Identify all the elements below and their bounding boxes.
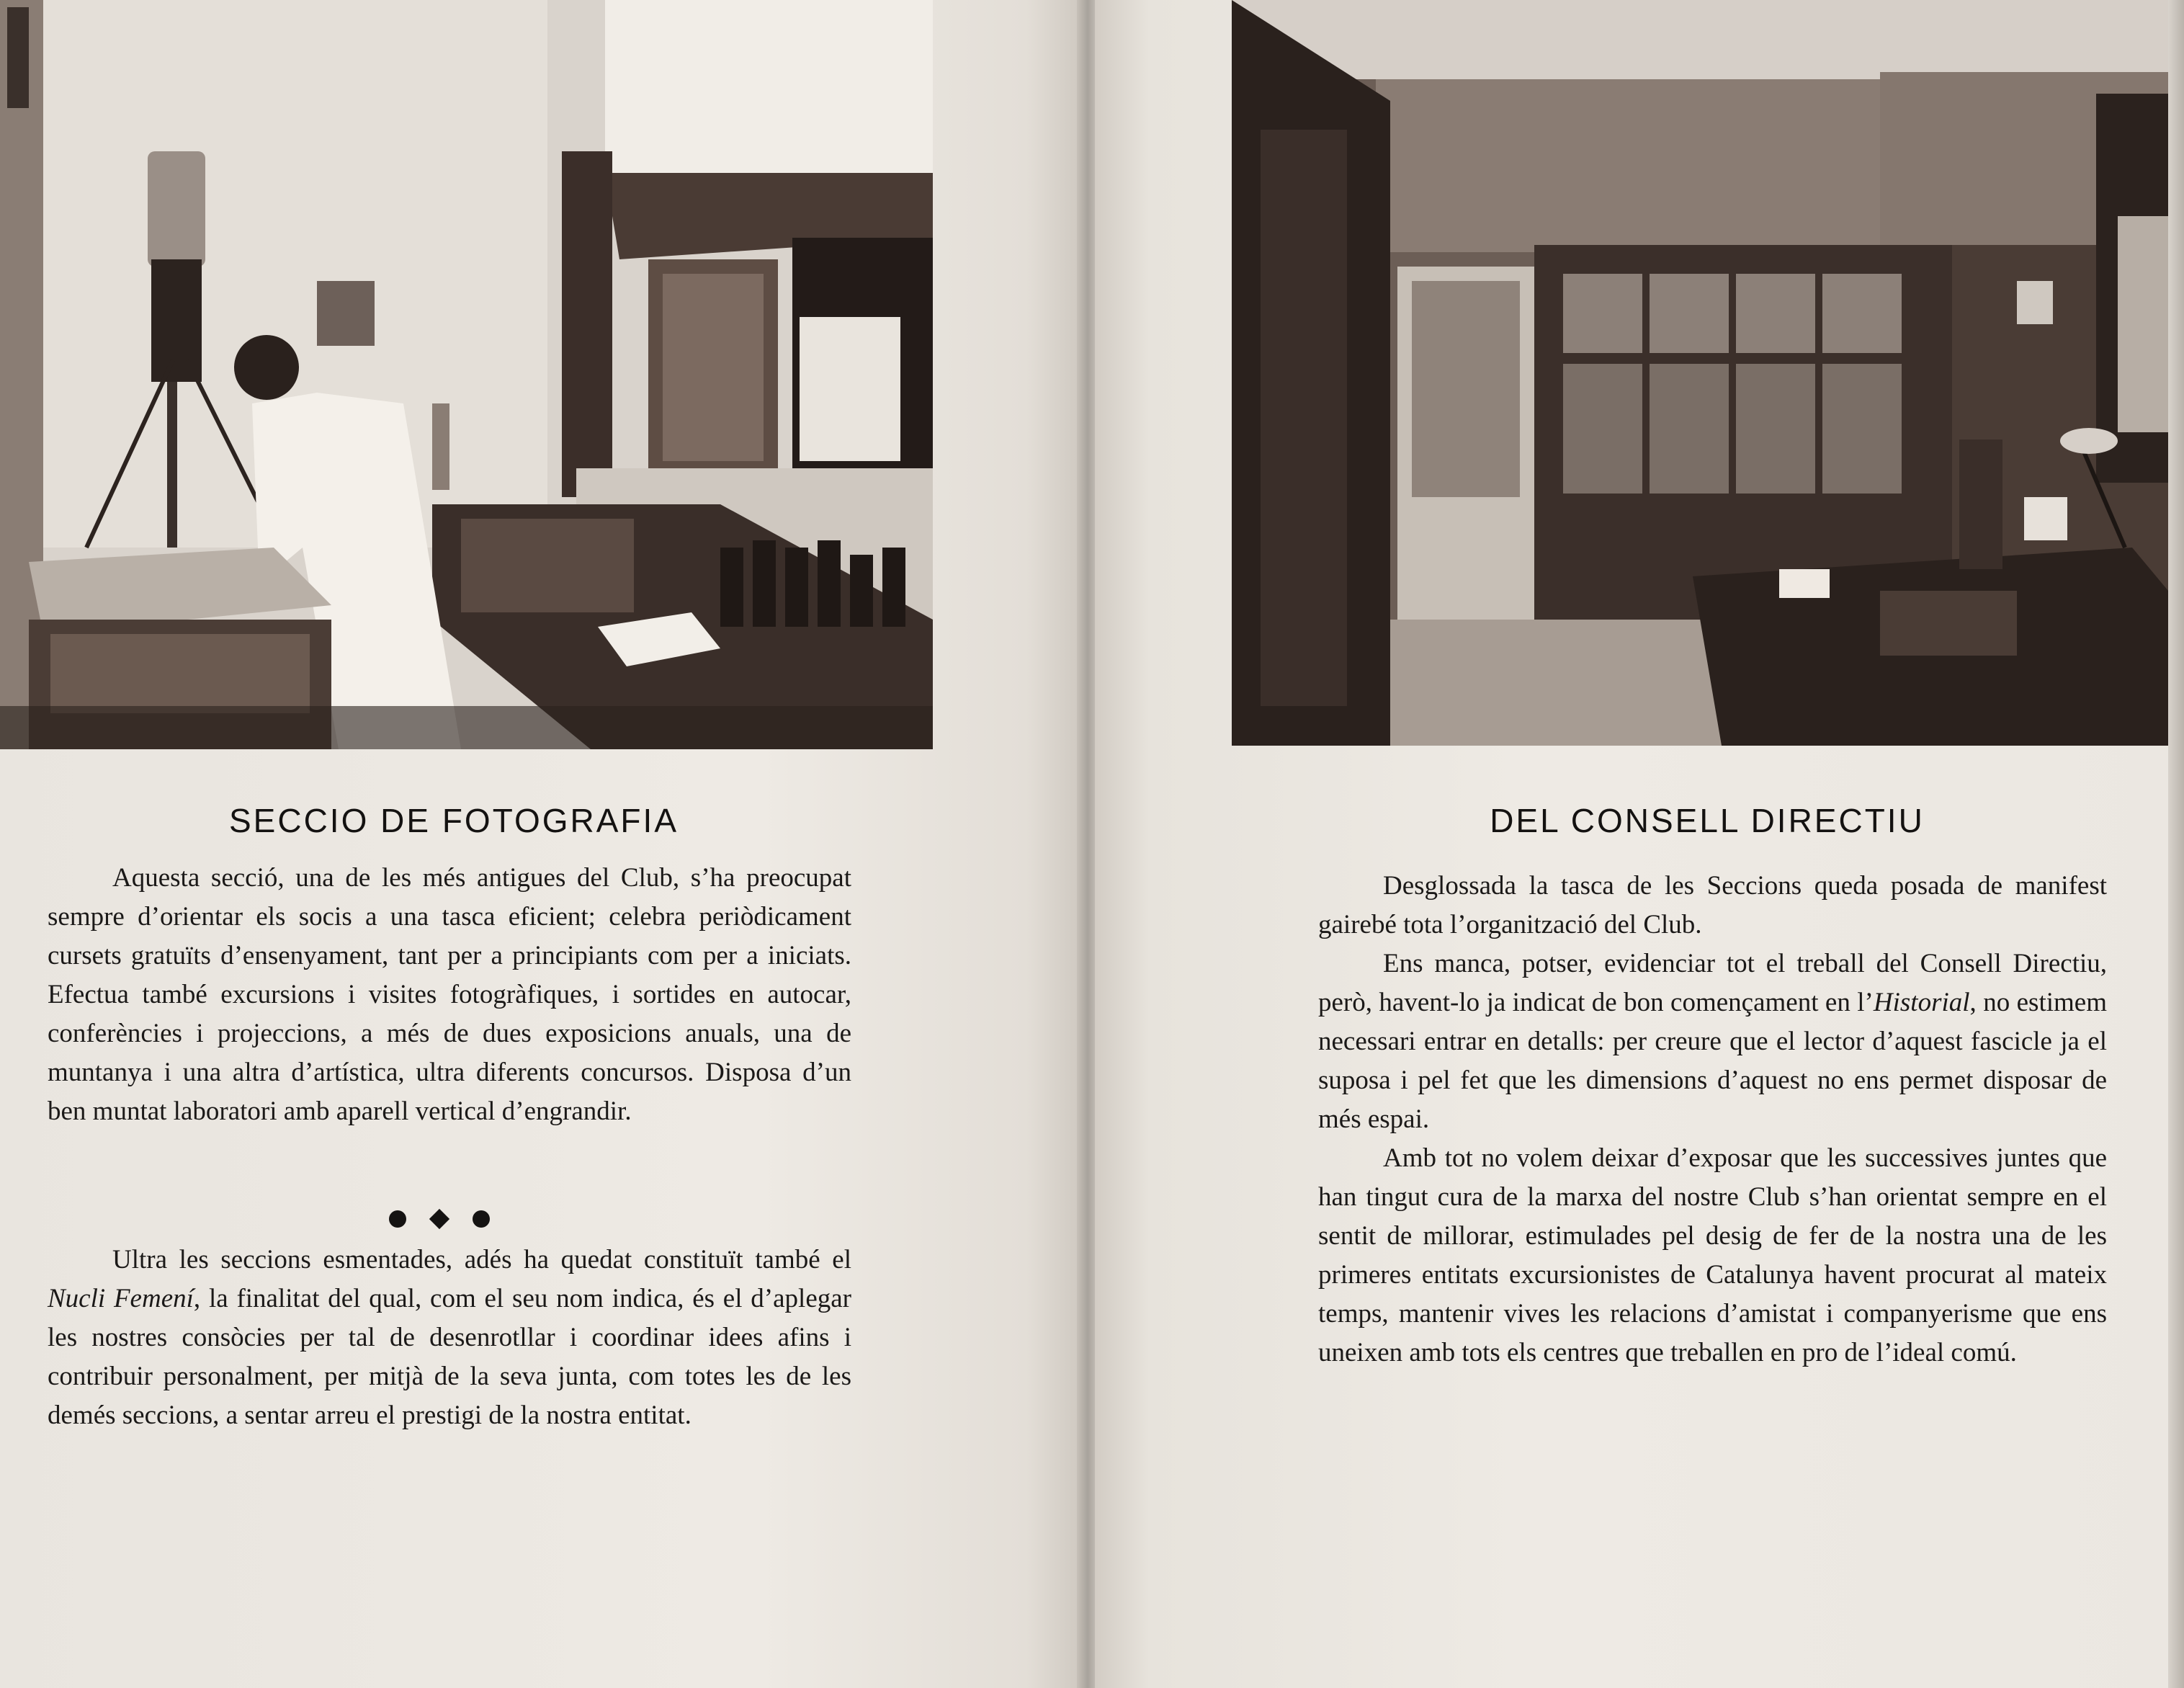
fotografia-paragraph: Aquesta secció, una de les més antigues del Club, s’ha preocupat sempre d’orientar els socis a una tasca eficient; celebra periòdicament cursets gratuïts d’ensenyament, tant per a principiants com per a iniciats. Efectua també excursions i visites fotogràfiques, i sortides en autocar, conferències i projeccions, a més de dues exposicions anuals, una de muntanya i una altra d’artística, ultra diferents concursos. Disposa d’un ben muntat laboratori amb aparell vertical d’engrandir. xyxy=(48,863,851,1126)
section-title-consell-directiu: DEL CONSELL DIRECTIU xyxy=(1490,802,1925,839)
nucli-femeni-italic: Nucli Femení xyxy=(48,1284,194,1313)
consell-paragraph-2-after: , no estimem necessari entrar en detalls: per creure que el lector d’aquest fascicle ja el suposa i pel fet que les dimensions d’aquest no ens permet disposar de més espai. xyxy=(1318,988,2107,1134)
fotografia-text xyxy=(48,859,851,1131)
ornament-dot-icon xyxy=(389,1210,406,1228)
nucli-femeni-paragraph xyxy=(48,1241,851,1435)
nucli-femeni-text-after: , la finalitat del qual, com el seu nom indica, és el d’aplegar les nostres consòcies per tal de desenrotllar i coordinar idees afins i contribuir personalment, per mitjà de la seva junta, com totes les de les demés seccions, a sentar arreu el prestigi de la nostra entitat. xyxy=(48,1284,851,1430)
section-title-fotografia: SECCIO DE FOTOGRAFIA xyxy=(229,802,679,839)
left-page xyxy=(0,0,1080,1688)
right-page xyxy=(1095,0,2184,1688)
consell-paragraph-2 xyxy=(1318,945,2107,1139)
consell-paragraph-2-before: Ens manca, potser, evidenciar tot el treball del Consell Directiu, però, havent-lo ja indicat de bon començament en l’ xyxy=(1318,949,2107,1017)
photo-office-room xyxy=(1232,0,2168,746)
historial-italic: Historial xyxy=(1873,988,1970,1017)
nucli-femeni-text-before: Ultra les seccions esmentades, adés ha quedat constituït també el xyxy=(112,1245,851,1274)
consell-paragraph-3: Amb tot no volem deixar d’exposar que les successives juntes que han tingut cura de la marxa del nostre Club s’han orientat sempre en el sentit de millorar, estimulades pel desig de fer de la nostra una de les primeres entitats excursionistes de Catalunya havent procurat al mateix temps, mantenir vives les relacions d’amistat i companyerisme que ens uneixen amb tots els centres que treballen en pro de l’ideal comú. xyxy=(1318,1143,2107,1367)
page-edge xyxy=(2168,0,2184,1688)
consell-directiu-text xyxy=(1318,867,2107,1372)
photo-darkroom-lab xyxy=(0,0,933,749)
ornament-diamond-icon xyxy=(429,1209,449,1229)
nucli-femeni-text xyxy=(48,1241,851,1435)
ornament-dot-icon xyxy=(473,1210,490,1228)
consell-paragraph-1: Desglossada la tasca de les Seccions queda posada de manifest gairebé tota l’organització del Club. xyxy=(1318,871,2107,939)
ornament-divider xyxy=(389,1205,490,1233)
